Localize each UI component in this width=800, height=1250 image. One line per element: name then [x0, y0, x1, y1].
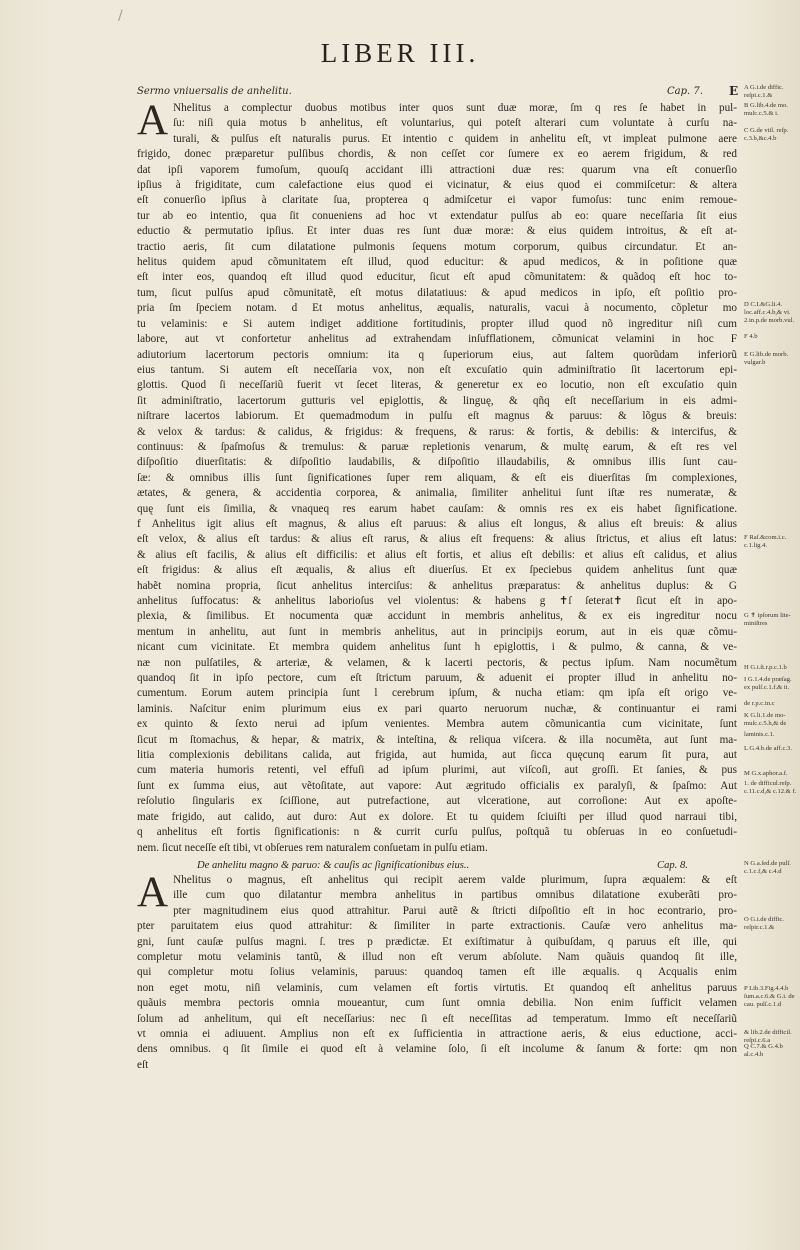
text-line: ex quinto & ſexto nerui ad ipſum venientes. Membra autem cõmunicantia cum vicinitate, ſunt [137, 718, 737, 731]
text-line: frigido, donec præparetur pulſibus chordis, & non ceſſet cor ſumere ex eo aerem frigidum, & red [137, 148, 737, 161]
margin-note: B G.lib.4.de mo. muſc.c.5.& i. [744, 102, 788, 118]
text-line: continuus: & ſpaſmoſus & tremulus: & paruæ repletionis venarum, & multę earum, & eſt res vel [137, 440, 737, 453]
margin-note: O G.i.de diffic. reſpir.c.1.& [744, 916, 784, 932]
text-line: glottis. Quod ſi neceſſariũ fuerit vt ſecet literas, & generetur ex eo locutio, non eſt excuſatio quin [137, 379, 737, 392]
text-line: ille cum quo dilatantur membra anhelitus in partibus omnibus dilatatione exuberãti pro- [173, 889, 737, 902]
text-line: næ non pulſatiles, & arteriæ, & velamen, & k lacerti pectoris, & pectus ipſum. Nam nocumẽtum [137, 656, 737, 669]
chapter-7-text [137, 97, 737, 856]
chapter-7-heading [137, 86, 737, 102]
corner-mark: / [118, 8, 123, 24]
text-line: eſt velox, & alius eſt tardus: & alius eſt rarus, & alius eſt frequens: & alius ſtrictus, et alius eſt latus: [137, 533, 737, 546]
margin-note: de r.p.c.in.c [744, 700, 775, 707]
text-line: plexia, & ſimilibus. Et nocumenta quæ accidunt in membris anhelitus, & ex eis ingreditur nocu [137, 610, 737, 623]
text-line: ipſius à frigiditate, cum calefactione eius quod ei vicinatur, & eius quod ei commiſcetur: & altera [137, 179, 737, 192]
text-line: pria ſm ſpeciem notam. d Et motus anhelitus, æqualis, naturalis, vacui à nocumento, cõpletur mo [137, 302, 737, 315]
text-line: qui completur motu ſolius velaminis, paruus: quandoq tamen eſt ille æqualis. q Acqualis enim [137, 966, 737, 979]
text-line: quandoq ſit in ipſo pectore, cum eſt ſtrictum paruum, & aduenit ei propter illud in anhelitu no- [137, 672, 737, 685]
text-line: eductio & permutatio ipſius. Et inter duas res ſunt duæ moræ: & eius quidem introitus, & eſt at- [137, 225, 737, 238]
text-line: quãuis membra pectoris omnia moueantur, cum ſunt omnia debilia. Non enim ſufficit velamen [137, 997, 737, 1010]
section-letter: E [729, 84, 739, 98]
margin-note: 1. de difficul.reſp. c.11.c.d,& c.12.& f. [744, 780, 797, 796]
margin-note: Q C.7.& G.4.b al.c.4.b [744, 1043, 783, 1059]
margin-note: G ✝ ipſorum lite- miniſtres [744, 612, 791, 628]
text-line: ſolum ad anhelitum, qui eſt neceſſarius: nec ſi eſt neceſſitas ad temperatum. Immo eſt neceſſariũ [137, 1012, 737, 1025]
chapter-8-lines [137, 868, 737, 1073]
text-line: ſit adminiſtratio, lacertorum gutturis vel epiglottis, & linguę, & qñq eſt neceſſarium in eis admi- [137, 394, 737, 407]
text-line: ſunt ex ſumma eius, aut vẽtoſitate, aut vapore: Aut ægritudo officialis ex paralyſi, & ſpaſmo: Aut [137, 779, 737, 792]
text-line: & alius eſt facilis, & alius eſt difficilis: et alius eſt fortis, et alius eſt debilis: et alius eſt calidus, et alius [137, 548, 737, 561]
text-line: laminis. Naſcitur enim plurimum eius ex pari quarto neruorum nuchæ, & continuantur ei rami [137, 702, 737, 715]
margin-note: F Raſ.&com.i.c. c.1.lig.4. [744, 534, 787, 550]
text-line: ſu: niſi quia motus b anhelitus, eſt voluntarius, qui poteſt alterari cum voluntate à curſu na- [173, 117, 737, 130]
text-line: litia complexionis debilitans calida, aut frigida, aut humida, aut ſicca quęcunq earum ſit pura, aut [137, 749, 737, 762]
margin-note: F 4.b [744, 333, 758, 340]
margin-note: C G.de vtil. reſp. c.3.b,&c.4.b [744, 127, 789, 143]
text-line: pter paruitatem eius quod attrahitur: & ſimiliter in parte extractionis. Cauſæ vero anhelitus ma- [137, 920, 737, 933]
chapter-7-label: Cap. 7. [667, 86, 703, 97]
text-line: tractio aeris, ſit cum dilatatione pulmonis ſequens motum corporum, quibus circundatur. Et an- [137, 240, 737, 253]
chapter-7-lines [137, 97, 737, 856]
drop-cap: A [137, 97, 169, 144]
chapter-8-heading [137, 858, 737, 873]
text-line: gni, ſunt cauſæ pulſus magni. ſ. tres p prædictæ. Et exiſtimatur à quibuſdam, q paruus eſt ille, qui [137, 935, 737, 948]
text-line: ætates, & genera, & accidentia corporea, & animalia, ſimiliter anhelitui ſunt iſtæ res numeratæ, & [137, 487, 737, 500]
text-line: eſt [137, 1058, 149, 1071]
text-line: completur motu velaminis tantũ, & illud non eſt verum abſolute. Nam quãuis quandoq ſit ille, [137, 950, 737, 963]
text-line: dat ipſi vaporem fumoſum, quouſq accidant illi attractioni duæ res: quarum vna eſt conuerſio [137, 163, 737, 176]
margin-note: I G.1.4.de præſag. ex pulſ.c.1.f.& ii. [744, 676, 792, 692]
text-line: non eget motu, niſi velaminis, cum velamen eſt fortis virtutis. Et quandoq eſt anhelitus paruus [137, 981, 737, 994]
drop-cap: A [137, 868, 169, 916]
chapter-8-caption: De anhelitu magno & paruo: & cauſis ac ſignificationibus eius.. [197, 859, 470, 871]
text-line: tum, ſicut pulſus apud cõmunitatẽ, eſt motus dilatatiuus: & apud medicos in ipſo, eſt poſitio pro- [137, 286, 737, 299]
margin-note: P Lib.3.Fig.4.4.b ſum.a.c.6.& G.i. de cau. pulſ.c.1.d [744, 985, 795, 1009]
text-line: niſtrare lacertos labiorum. Et quemadmodum in pulſu eſt magnus & paruus: & lõgus & breuis: [137, 410, 737, 423]
text-line: tur ab eo intentio, qua ſit conueniens ad hoc vt extendatur pulſus ab eo: quare neceſſaria ſit eius [137, 209, 737, 222]
text-line: Nhelitus o magnus, eſt anhelitus qui recipit aerem valde plurimum, ſupra æqualem: & eſt [173, 873, 737, 886]
text-line: ſæ: & omnibus illis ſunt ſignificationes ſuper rem aliquam, & eſt eis diuerſitas ſm complexiones, [137, 471, 737, 484]
text-line: helitus quidem apud cõmunitatem eſt illud, quod educitur: & apud medicos, & in poſitione quæ [137, 256, 737, 269]
text-line: reſolutio ſingularis ex ſciſſione, aut putrefactione, aut vlceratione, aut corroſione: Aut ex apoſte- [137, 795, 737, 808]
text-line: vt omnia ei adiuuent. Amplius non eſt ex ſufficientia in attractione aeris, & eius eductione, acci- [137, 1027, 737, 1040]
text-line: eius tantum. Si autem eſt neceſſaria vox, non eſt excuſatio quin adminiſtratio ſit lacertorum epi- [137, 363, 737, 376]
text-line: f Anhelitus igit alius eſt magnus, & alius eſt paruus: & alius eſt longus, & alius eſt breuis: & alius [137, 517, 737, 530]
chapter-8-label: Cap. 8. [657, 859, 688, 871]
text-line: labore, aut vt confortetur anhelitus ad extrahendam inſufflationem, cõmunicat velamini in hoc F [137, 333, 737, 346]
text-line: nicant cum vicinitate. Et membra quidem anhelitus ſunt h epiglottis, i & pulmo, & canna, & ve- [137, 641, 737, 654]
text-line: eſt inter eos, quandoq eſt illud quod educitur, ſicut eſt apud cõmunitatem: & quãdoq eſt hoc to- [137, 271, 737, 284]
text-line: dens omnibus. q ſit ſimile ei quod eſt à velamine ſolo, ſi eſt incolume & ſanum & forte: qm non [137, 1043, 737, 1056]
text-line: cumentum. Eorum autem principia ſunt l cerebrum ipſum, & nucha etiam: qm ipſa eſt origo ve- [137, 687, 737, 700]
chapter-8-text [137, 868, 737, 1073]
margin-note: D C.I.&G.li.4. loc.aff.c.4.b,& vi. 2.in.p.de morb.vul. [744, 301, 795, 325]
text-line: nem. ſicut neceſſe eſt tibi, vt obſerues rem naturalem conſuetam in pulſu etiam. [137, 841, 488, 854]
text-line: adiutorium lacertorum pectoris omnium: ita q ſuperiorum eius, aut ſaltem quorũdam inferiorũ [137, 348, 737, 361]
margin-note: K G.li.1.de mo- muſc.c.5.h,& de [744, 712, 787, 728]
margin-note: H G.i.ſt.r.p.c.1.b [744, 664, 787, 671]
text-line: & velox & tardus: & calidus, & frigidus: & frequens, & rarus: & fortis, & debilis: & intercifus, & [137, 425, 737, 438]
text-line: pter magnitudinem eius quod attrahitur. Parui autẽ & ſtricti diſpoſitio eſt in hoc econtrario, pro- [173, 904, 737, 917]
main-text [137, 97, 737, 1073]
text-line: cum materia humoris retenti, vel effuſi ad ipſum plurimi, aut viſcoſi, aut groſſi. Et ſanies, & pus [137, 764, 737, 777]
margin-note: E G.lib.de morb. vulgar.b [744, 351, 789, 367]
text-line: anhelitus ſuffocatus: & anhelitus laborioſus vel violentus: & habens g ✝ſ ſeterat✝ ſicut eſt in apo- [137, 595, 737, 607]
text-line: q anhelitus eſt fortis ſignificationis: n & currit curſu pulſus, poſtquã tu obſeruas in eo conſuetudi- [137, 826, 737, 839]
text-line: mentum in anhelitu, aut ſunt in membris anhelitus, aut in principijs eorum, aut in eis quæ cõmu- [137, 625, 737, 638]
margin-note: A G.i.de diffic. reſpi.c.1.& [744, 84, 784, 100]
text-line: eſt frigidus: & alius eſt æqualis, & alius eſt diuerſus. Et ex ſpeciebus quidem anhelitus ſunt quæ [137, 564, 737, 577]
margin-note: L G.4.b.de aff.c.3. [744, 745, 792, 752]
chapter-7-caption: Sermo vniuersalis de anhelitu. [137, 86, 292, 97]
text-line: Nhelitus a complectur duobus motibus inter quos sunt duæ moræ, ſm q res ſe habet in pul- [173, 102, 737, 114]
text-line: mate frigido, aut calido, aut duro: Aut ex dolore. Et tu quidem ſciuiſti per illud quod narraui tibi, [137, 810, 737, 823]
margin-note: M G.x.aphor.a.f. [744, 770, 788, 777]
margin-note: laminis.c.1. [744, 731, 775, 738]
text-line: diſpoſitio diuerſitatis: & diſpoſitio laudabilis, & diſpoſitio illaudabilis, & omnibus illis ſunt cau- [137, 456, 737, 469]
text-line: quę ſunt eis ſimilia, & vnaqueq res earum habet cauſam: & omnis res ex eis habet ſignificatione. [137, 502, 737, 515]
text-line: turali, & pulſus eſt naturalis purus. Et intentio c quidem in anhelitu eſt, vt impleat pulmone aere [173, 132, 737, 145]
page-title: LIBER III. [320, 38, 480, 68]
text-line: ſicut m ſtomachus, & hepar, & matrix, & inteſtina, & reliqua viſcera. & illa nocumẽta, aut ſunt ma- [137, 733, 737, 746]
margin-note: & lib.2.de difficil. reſpi.c.6.a [744, 1029, 792, 1045]
text-line: eſt conuerſio ipſius à claritate ſua, propterea q admiſcetur ei vapor fumoſus: tunc enim remoue- [137, 194, 737, 207]
margin-note: N G.a.ſed.de pulſ. c.1.c.f,& c.4.d [744, 860, 791, 876]
text-line: habẽt nomina propria, ſicut anhelitus interciſus: & anhelitus præparatus: & anhelitus duplus: & G [137, 579, 737, 592]
text-line: tu velaminis: e Si autem indiget additione fortitudinis, propter illud quod nõ ingreditur niſi cum [137, 317, 737, 330]
